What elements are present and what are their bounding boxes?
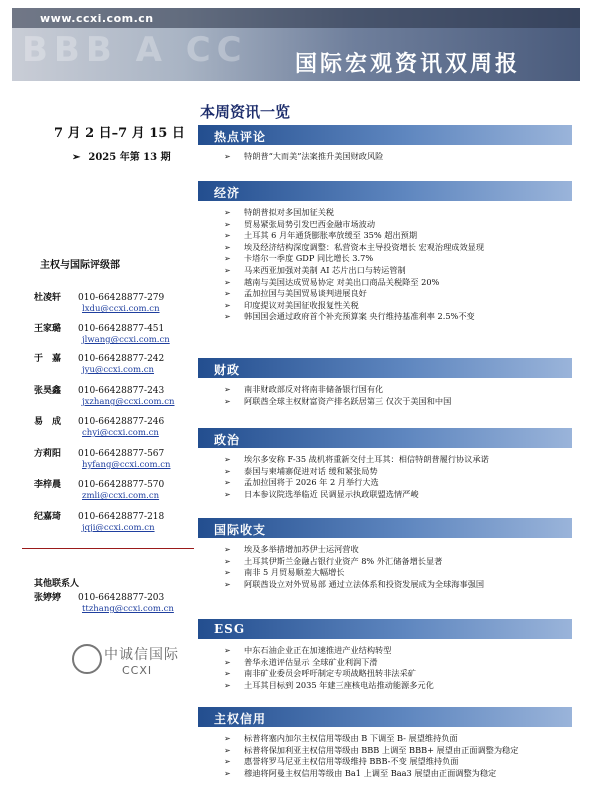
list-item: ➢ 惠誉将罗马尼亚主权信用等级维持 BBB-不变 展望维持负面 — [224, 756, 574, 768]
divider — [22, 548, 194, 549]
section-item-list — [224, 645, 574, 691]
contact-email[interactable]: jyu@ccxi.com.cn — [82, 365, 155, 375]
contact-phone: 010-66428877-279 — [78, 293, 165, 303]
list-item: ➢ 阿联酋设立对外贸易部 通过立法体系和投资发展成为全球海事强国 — [224, 579, 574, 591]
contact-entry — [34, 446, 171, 470]
section-title: 政治 — [214, 433, 241, 447]
section-title: 热点评论 — [214, 130, 267, 144]
list-item: ➢ 南非 5 月贸易顺差大幅增长 — [224, 567, 574, 579]
section-title: 财政 — [214, 363, 241, 377]
contact-phone: 010-66428877-451 — [78, 324, 165, 334]
contact-name: 于 嘉 — [34, 354, 62, 364]
contact-email[interactable]: lxdu@ccxi.com.cn — [82, 304, 160, 314]
list-item: ➢ 埃尔多安称 F-35 战机将重新交付土耳其：相信特朗普履行协议承诺 — [224, 454, 574, 466]
contact-entry — [34, 321, 170, 345]
list-item: ➢ 孟加拉国将于 2026 年 2 月举行大选 — [224, 477, 574, 489]
main-title: 本周资讯一览 — [200, 103, 291, 121]
section-item-list — [224, 384, 574, 407]
contact-entry — [34, 477, 165, 501]
contact-email[interactable]: jxzhang@ccxi.com.cn — [82, 397, 175, 407]
list-item: ➢ 孟加拉国与美国贸易谈判进展良好 — [224, 288, 574, 300]
section-item-list — [224, 733, 574, 779]
section-header — [198, 428, 572, 448]
contact-phone: 010-66428877-242 — [78, 354, 165, 364]
list-item: ➢ 阿联酋全球主权财富资产排名跃居第三 仅次于美国和中国 — [224, 396, 574, 408]
contact-phone: 010-66428877-246 — [78, 417, 165, 427]
contact-name: 方莉阳 — [34, 449, 62, 459]
contact-email[interactable]: jlwang@ccxi.com.cn — [82, 335, 170, 345]
contact-entry — [34, 290, 165, 314]
section-item-list — [224, 544, 574, 590]
section-title: ESG — [214, 622, 246, 636]
contact-email[interactable]: chyi@ccxi.com.cn — [82, 428, 159, 438]
list-item: ➢ 印度提议对美国征收报复性关税 — [224, 300, 574, 312]
contact-email[interactable]: hyfang@ccxi.com.cn — [82, 460, 171, 470]
section-item-list — [224, 151, 574, 163]
issue-number — [72, 148, 171, 163]
contact-email[interactable]: zmli@ccxi.com.cn — [82, 491, 160, 501]
section-header — [198, 125, 572, 145]
header-banner — [12, 8, 580, 81]
list-item: ➢ 普华永道评估显示 全球矿业利润下滑 — [224, 657, 574, 669]
section-title: 主权信用 — [214, 712, 267, 726]
list-item: ➢ 中东石油企业正在加速推进产业结构转型 — [224, 645, 574, 657]
other-contact — [34, 590, 174, 614]
contact-entry — [34, 351, 165, 375]
list-item: ➢ 南非矿业委员会呼吁制定专项战略扭转非法采矿 — [224, 668, 574, 680]
report-title: 国际宏观资讯双周报 — [294, 52, 520, 77]
list-item: ➢ 南非财政部反对将南非储备银行国有化 — [224, 384, 574, 396]
section-header — [198, 358, 572, 378]
section-header — [198, 518, 572, 538]
list-item: ➢ 特朗普“大而美”法案推升美国财政风险 — [224, 151, 574, 163]
contact-phone: 010-66428877-203 — [78, 593, 165, 603]
arrow-icon: ➢ — [72, 152, 81, 163]
section-header — [198, 707, 572, 727]
section-item-list — [224, 207, 574, 323]
contact-name: 王家璐 — [34, 324, 62, 334]
logo-icon — [72, 644, 102, 674]
contact-phone: 010-66428877-567 — [78, 449, 165, 459]
issue-number-text: 2025 年第 13 期 — [88, 152, 171, 163]
contact-name: 易 成 — [34, 417, 62, 427]
list-item: ➢ 越南与美国达成贸易协定 对美出口商品关税降至 20% — [224, 277, 574, 289]
contact-email[interactable]: ttzhang@ccxi.com.cn — [82, 604, 174, 614]
section-header — [198, 181, 572, 201]
logo-en-text: CCXI — [122, 664, 153, 677]
department-name: 主权与国际评级部 — [40, 260, 120, 271]
list-item: ➢ 泰国与柬埔寨促进对话 缓和紧张局势 — [224, 466, 574, 478]
list-item: ➢ 韩国国会通过政府首个补充预算案 央行维持基准利率 2.5%不变 — [224, 311, 574, 323]
contact-name: 张婷婷 — [34, 593, 62, 603]
list-item: ➢ 土耳其目标到 2035 年建三座核电站推动能源多元化 — [224, 680, 574, 692]
list-item: ➢ 马来西亚加强对美制 AI 芯片出口与转运管制 — [224, 265, 574, 277]
section-item-list — [224, 454, 574, 500]
list-item: ➢ 标普将保加利亚主权信用等级由 BBB 上调至 BBB+ 展望由正面调整为稳定 — [224, 745, 574, 757]
list-item: ➢ 埃及经济结构深度调整：私营资本主导投资增长 宏观治理成效显现 — [224, 242, 574, 254]
list-item: ➢ 土耳其伊斯兰金融占银行业资产 8% 外汇储备增长显著 — [224, 556, 574, 568]
list-item: ➢ 标普将塞内加尔主权信用等级由 B 下调至 B- 展望维持负面 — [224, 733, 574, 745]
section-title: 经济 — [214, 186, 241, 200]
contact-phone: 010-66428877-243 — [78, 386, 165, 396]
logo-cn-text: 中诚信国际 — [104, 647, 179, 663]
list-item: ➢ 日本参议院选举临近 民调显示执政联盟选情严峻 — [224, 489, 574, 501]
contact-phone: 010-66428877-570 — [78, 480, 165, 490]
list-item: ➢ 埃及多举措增加苏伊士运河营收 — [224, 544, 574, 556]
contact-name: 纪嘉琦 — [34, 512, 62, 522]
list-item: ➢ 土耳其 6 月年通货膨胀率放缓至 35% 超出预期 — [224, 230, 574, 242]
site-url[interactable]: www.ccxi.com.cn — [40, 12, 154, 25]
contact-name: 张昊鑫 — [34, 386, 62, 396]
contact-phone: 010-66428877-218 — [78, 512, 165, 522]
contact-entry — [34, 414, 165, 438]
list-item: ➢ 贸易紧张局势引发巴西金融市场波动 — [224, 219, 574, 231]
section-title: 国际收支 — [214, 523, 267, 537]
contact-entry — [34, 383, 175, 407]
banner-decoration: BBB A CC — [22, 30, 248, 70]
other-contact-label: 其他联系人 — [34, 579, 80, 589]
contact-name: 杜凌轩 — [34, 293, 62, 303]
contact-email[interactable]: jqji@ccxi.com.cn — [82, 523, 155, 533]
list-item: ➢ 卡塔尔一季度 GDP 同比增长 3.7% — [224, 253, 574, 265]
contact-entry — [34, 509, 165, 533]
contact-name: 李梓晨 — [34, 480, 62, 490]
section-header — [198, 619, 572, 639]
ccxi-logo — [72, 640, 182, 680]
list-item: ➢ 穆迪将阿曼主权信用等级由 Ba1 上调至 Baa3 展望由正面调整为稳定 — [224, 768, 574, 780]
list-item: ➢ 特朗普拟对多国加征关税 — [224, 207, 574, 219]
date-range: 7 月 2 日–7 月 15 日 — [54, 126, 185, 141]
